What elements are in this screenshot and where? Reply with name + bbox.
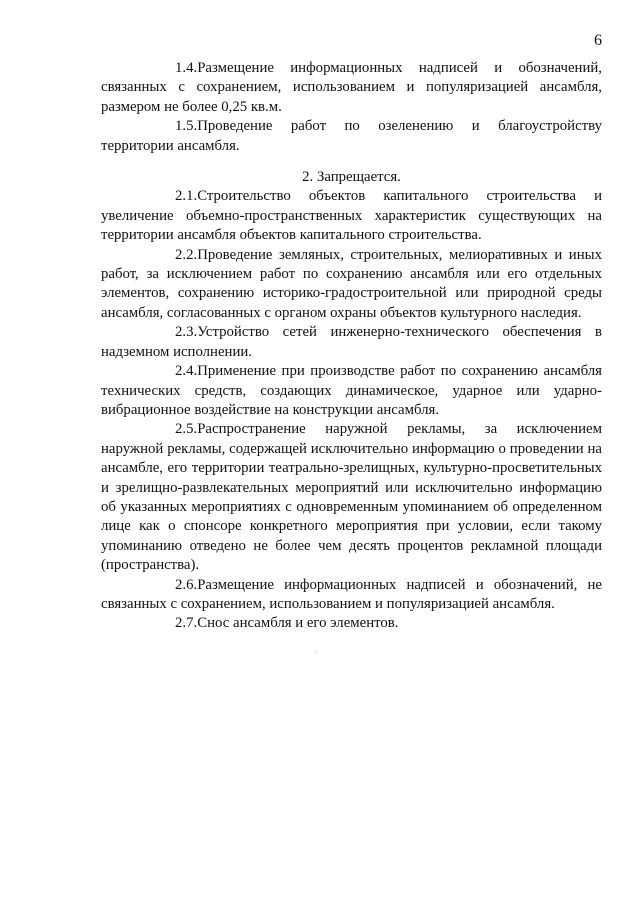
clause-2-2 [101, 246, 602, 324]
clause-1-5 [101, 117, 602, 156]
clause-number: 1.4. [175, 60, 198, 76]
clause-number: 1.5. [175, 118, 198, 135]
clause-text: Строительство объектов капитального строительства и увеличение объемно-пространственных характеристик существующих на территории ансамбля объектов капитального строительства. [101, 188, 602, 244]
clause-number: 2.5. [175, 421, 198, 438]
clause-1-4 [101, 59, 602, 117]
clause-2-7 [101, 614, 602, 633]
clause-number: 2.4. [175, 363, 198, 380]
clause-2-1 [101, 187, 602, 245]
clause-number: 2.1. [175, 188, 198, 205]
clause-2-4 [101, 362, 602, 420]
clause-text: Применение при производстве работ по сохранению ансамбля технических средств, создающих динамическое, ударное или ударно-вибрационное воздействие на конструкции ансамбля. [101, 363, 602, 418]
clause-text: Проведение земляных, строительных, мелиоративных и иных работ, за исключением работ по сохранению ансамбля или его отдельных элементов, сохранению историко-градостроительной или природной среды ансамбля, согласованных с органом охраны объектов культурного наследия. [101, 246, 602, 321]
clause-number: 2.7. [175, 615, 198, 632]
clause-text: Размещение информационных надписей и обозначений, не связанных с сохранением, использованием и популяризацией ансамбля. [101, 576, 602, 612]
clause-number: 2.2. [175, 246, 198, 263]
document-body [101, 59, 602, 634]
section-heading: 2. Запрещается. [302, 169, 401, 186]
clause-2-6 [101, 576, 602, 615]
clause-2-3 [101, 323, 602, 362]
page-number: 6 [594, 32, 602, 49]
clause-text: Проведение работ по озеленению и благоустройству территории ансамбля. [101, 118, 602, 154]
scan-speck [315, 651, 316, 652]
clause-text: Распространение наружной рекламы, за исключением наружной рекламы, содержащей исключительно информацию о проведении на ансамбле, его территории театрально-зрелищных, культурно-просветительных и зрелищно-развлекательных мероприятий или исключительно информацию об указанных мероприятиях с одновременным упоминанием об определенном лице как о спонсоре конкретного мероприятия при условии, если такому упоминанию отведено не более чем десять процентов рекламной площади (пространства). [101, 421, 602, 574]
clause-text: Устройство сетей инженерно-технического обеспечения в надземном исполнении. [101, 324, 602, 360]
clause-2-5 [101, 420, 602, 575]
clause-text: Размещение информационных надписей и обозначений, связанных с сохранением, использованием и популяризацией ансамбля, размером не более 0,25 кв.м. [101, 60, 602, 115]
clause-number: 2.3. [175, 324, 198, 341]
clause-number: 2.6. [175, 576, 198, 593]
clause-text: Снос ансамбля и его элементов. [197, 615, 399, 632]
